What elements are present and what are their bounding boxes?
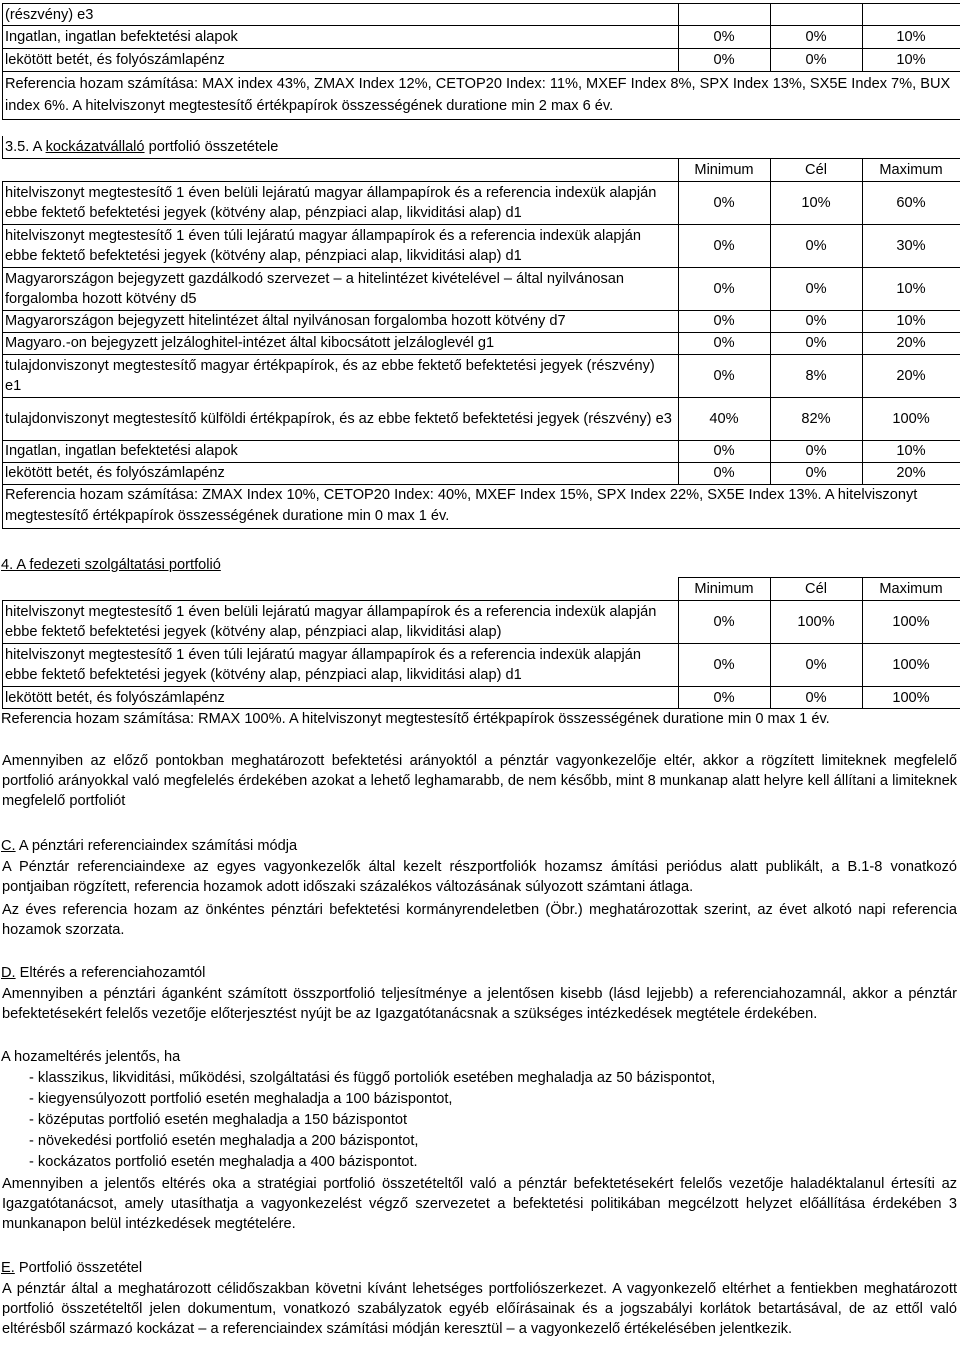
max-cell: 20% (863, 462, 960, 484)
min-cell: 0% (679, 267, 771, 310)
max-cell: 10% (863, 440, 960, 462)
target-cell: 0% (771, 440, 863, 462)
min-cell: 0% (679, 354, 771, 397)
asset-class-cell: lekötött betét, és folyószámlapénz (3, 462, 679, 484)
max-cell: 100% (863, 601, 960, 644)
target-cell: 100% (771, 601, 863, 644)
asset-class-cell: Ingatlan, ingatlan befektetési alapok (3, 26, 679, 49)
heading-letter: E. (1, 1260, 15, 1276)
asset-class-cell: hitelviszonyt megtestesítő 1 éven belüli lejáratú magyar állampapírok és a referencia indexük alapján ebbe fektető befektetési jegyek (kötvény alap, pénzpiaci alap, likviditási alap) d1 (3, 181, 679, 224)
heading-letter: C. (1, 838, 16, 854)
heading-suffix: portfolió összetétele (144, 138, 279, 155)
target-cell: 0% (771, 267, 863, 310)
min-cell: 0% (679, 462, 771, 484)
column-header-min: Minimum (679, 158, 771, 181)
max-cell: 10% (863, 310, 960, 332)
max-cell: 60% (863, 181, 960, 224)
table-row (3, 687, 960, 709)
max-cell (863, 4, 960, 26)
table-row (3, 462, 960, 484)
section-d-heading (1, 963, 956, 983)
list-item: - klasszikus, likviditási, működési, szolgáltatási és függő portoliók esetében meghaladja az 50 bázispontot, (29, 1070, 716, 1086)
target-cell: 0% (771, 49, 863, 72)
min-cell: 0% (679, 644, 771, 687)
asset-class-cell: tulajdonviszonyt megtestesítő magyar értékpapírok, és az ebbe fektető befektetési jegyek (részvény) e1 (3, 354, 679, 397)
hedging-portfolio-table (2, 577, 960, 709)
section-c-heading (1, 836, 956, 856)
section-d-paragraph-3: Amennyiben a jelentős eltérés oka a stratégiai portfolió összetételtől való a pénztár befektetésekért felelős vezetője haladéktalanul értesíti az Igazgatótanácsot, amely utasíthatja a vagyonkezelést végző szervezetet a befektetési politikában megcélzott helyzet előállítása érdekében 3 munkanapon belül intézkedések megtételére. (2, 1176, 957, 1232)
asset-class-cell: hitelviszonyt megtestesítő 1 éven túli lejáratú magyar állampapírok és a referencia indexük alapján ebbe fektető befektetési jegyek (kötvény alap, pénzpiaci alap, likviditási alap) d1 (3, 224, 679, 267)
asset-class-cell: tulajdonviszonyt megtestesítő külföldi értékpapírok, és az ebbe fektető befektetési jegyek (részvény) e3 (3, 397, 679, 440)
target-cell: 0% (771, 644, 863, 687)
min-cell: 0% (679, 26, 771, 49)
heading-text: Eltérés a referenciahozamtól (15, 965, 206, 981)
reference-yield-note: Referencia hozam számítása: ZMAX Index 10%, CETOP20 Index: 40%, MXEF Index 15%, SPX Index 22%, SX5E Index 13%. A hitelviszonyt megtestesítő értékpapírok összességének duratione min 0 max 1 év. (3, 484, 960, 528)
header-spacer (3, 578, 679, 601)
table-row (3, 4, 960, 26)
table-row (3, 267, 960, 310)
max-cell: 100% (863, 687, 960, 709)
heading-text: Portfolió összetétel (14, 1260, 143, 1276)
list-item: - középutas portfolió esetén meghaladja a 150 bázispontot (29, 1112, 408, 1128)
table-row (3, 354, 960, 397)
min-cell: 0% (679, 332, 771, 354)
table-row (3, 26, 960, 49)
table-row (3, 440, 960, 462)
section-heading (3, 136, 960, 158)
table-note-row (3, 72, 960, 120)
rebalancing-paragraph: Amennyiben az előző pontokban meghatározott befektetési arányoktól a pénztár vagyonkezelője eltér, akkor a rögzített limiteknek megfelelő portfolió arányokkal való megfelelés érdekében azokat a lehető leghamarabb, de nem később, mint 8 munkanap alatt helyre kell állítani a limiteknek megfelelő portfoliót (2, 753, 957, 809)
asset-class-cell: lekötött betét, és folyószámlapénz (3, 49, 679, 72)
section-c-paragraph-2: Az éves referencia hozam az önkéntes pénztári befektetési kormányrendeletben (Öbr.) meghatározottak szerint, az évet alkotó napi referencia hozamok szorzata. (2, 902, 957, 938)
heading-prefix: 3.5. A (5, 138, 46, 155)
target-cell (771, 4, 863, 26)
max-cell: 30% (863, 224, 960, 267)
section-d-paragraph-2: A hozameltérés jelentős, ha (1, 1049, 181, 1065)
column-header-target: Cél (771, 578, 863, 601)
section-4-heading (1, 555, 956, 575)
min-cell: 0% (679, 687, 771, 709)
target-cell: 0% (771, 462, 863, 484)
portfolio-table-continued (2, 3, 960, 120)
section-c-paragraph-1: A Pénztár referenciaindexe az egyes vagyonkezelők által kezelt részportfoliók hozamsz ámítási periódus alatt publikált, a B.1-8 vonatkozó pontjaiban rögzített, referencia hozamok adott időszaki százalékos változásának súlyozott számtani átlaga. (2, 859, 957, 895)
target-cell: 0% (771, 224, 863, 267)
threshold-list (1, 1068, 956, 1173)
table-row (3, 181, 960, 224)
target-cell: 8% (771, 354, 863, 397)
list-item: - növekedési portfolió esetén meghaladja a 200 bázispontot, (29, 1133, 419, 1149)
reference-yield-note: Referencia hozam számítása: RMAX 100%. A hitelviszonyt megtestesítő értékpapírok összességének duratione min 0 max 1 év. (1, 711, 830, 727)
asset-class-cell: hitelviszonyt megtestesítő 1 éven belüli lejáratú magyar állampapírok és a referencia indexük alapján ebbe fektető befektetési jegyek (kötvény alap, pénzpiaci alap, likviditási alap) (3, 601, 679, 644)
header-spacer (3, 158, 679, 181)
asset-class-cell: Magyarországon bejegyzett hitelintézet által nyilvánosan forgalomba hozott kötvény d7 (3, 310, 679, 332)
table-note-row (3, 484, 960, 528)
max-cell: 20% (863, 332, 960, 354)
max-cell: 100% (863, 644, 960, 687)
target-cell: 0% (771, 687, 863, 709)
min-cell (679, 4, 771, 26)
column-header-min: Minimum (679, 578, 771, 601)
risk-portfolio-table (2, 136, 960, 529)
table-row (3, 644, 960, 687)
table-row (3, 224, 960, 267)
table-row (3, 310, 960, 332)
min-cell: 0% (679, 49, 771, 72)
table-row (3, 49, 960, 72)
asset-class-cell: (részvény) e3 (3, 4, 679, 26)
asset-class-cell: Magyarországon bejegyzett gazdálkodó szervezet – a hitelintézet kivételével – által nyilvánosan forgalomba hozott kötvény d5 (3, 267, 679, 310)
max-cell: 10% (863, 49, 960, 72)
section-heading-row (3, 136, 960, 158)
asset-class-cell: hitelviszonyt megtestesítő 1 éven túli lejáratú magyar állampapírok és a referencia indexük alapján ebbe fektető befektetési jegyek (kötvény alap, pénzpiaci alap, likviditási alap) d1 (3, 644, 679, 687)
table-row (3, 601, 960, 644)
reference-yield-note: Referencia hozam számítása: MAX index 43%, ZMAX Index 12%, CETOP20 Index: 11%, MXEF Index 8%, SPX Index 13%, SX5E Index 7%, BUX index 6%. A hitelviszonyt megtestesítő értékpapírok összességének duratione min 2 max 6 év. (3, 72, 960, 120)
target-cell: 0% (771, 310, 863, 332)
column-header-max: Maximum (863, 578, 960, 601)
target-cell: 0% (771, 26, 863, 49)
min-cell: 0% (679, 181, 771, 224)
column-header-row (3, 578, 960, 601)
target-cell: 10% (771, 181, 863, 224)
min-cell: 0% (679, 224, 771, 267)
section-d-paragraph-1: Amennyiben a pénztári áganként számított összportfolió teljesítménye a jelentősen kisebb (lásd lejjebb) a referenciahozamnál, akkor a pénztár befektetésekért felelős vezetője előterjesztést nyújt be az Igazgatótanácsnak a szükséges intézkedések megtétele érdekében. (2, 986, 957, 1022)
column-header-row (3, 158, 960, 181)
asset-class-cell: Ingatlan, ingatlan befektetési alapok (3, 440, 679, 462)
table-row (3, 332, 960, 354)
list-item: - kockázatos portfolió esetén meghaladja a 400 bázispontot. (29, 1154, 418, 1170)
section-heading: 4. A fedezeti szolgáltatási portfolió (1, 557, 221, 573)
max-cell: 10% (863, 267, 960, 310)
heading-letter: D. (1, 965, 16, 981)
heading-text: A pénztári referenciaindex számítási módja (15, 838, 298, 854)
column-header-max: Maximum (863, 158, 960, 181)
asset-class-cell: Magyaro.-on bejegyzett jelzáloghitel-intézet által kibocsátott jelzáloglevél g1 (3, 332, 679, 354)
min-cell: 0% (679, 601, 771, 644)
table-row (3, 397, 960, 440)
max-cell: 10% (863, 26, 960, 49)
list-item: - kiegyensúlyozott portfolió esetén meghaladja a 100 bázispontot, (29, 1091, 453, 1107)
asset-class-cell: lekötött betét, és folyószámlapénz (3, 687, 679, 709)
target-cell: 0% (771, 332, 863, 354)
heading-underlined: kockázatvállaló (45, 138, 145, 155)
target-cell: 82% (771, 397, 863, 440)
min-cell: 0% (679, 310, 771, 332)
section-e-heading (1, 1258, 956, 1278)
max-cell: 100% (863, 397, 960, 440)
min-cell: 0% (679, 440, 771, 462)
section-e-paragraph-1: A pénztár által a meghatározott célidőszakban követni kívánt lehetséges portfoliószerkezet. A vagyonkezelő eltérhet a fentiekben meghatározott portfolió összetételtől jelen dokumentum, vonatkozó szabályzatok egyéb előírásainak és a jogszabályi korlátok betartásával, de az ettől való eltérésből származó kockázat – a referenciaindex számítási módján keresztül – a vagyonkezelő értékelésében jelentkezik. (2, 1281, 957, 1337)
min-cell: 40% (679, 397, 771, 440)
column-header-target: Cél (771, 158, 863, 181)
max-cell: 20% (863, 354, 960, 397)
